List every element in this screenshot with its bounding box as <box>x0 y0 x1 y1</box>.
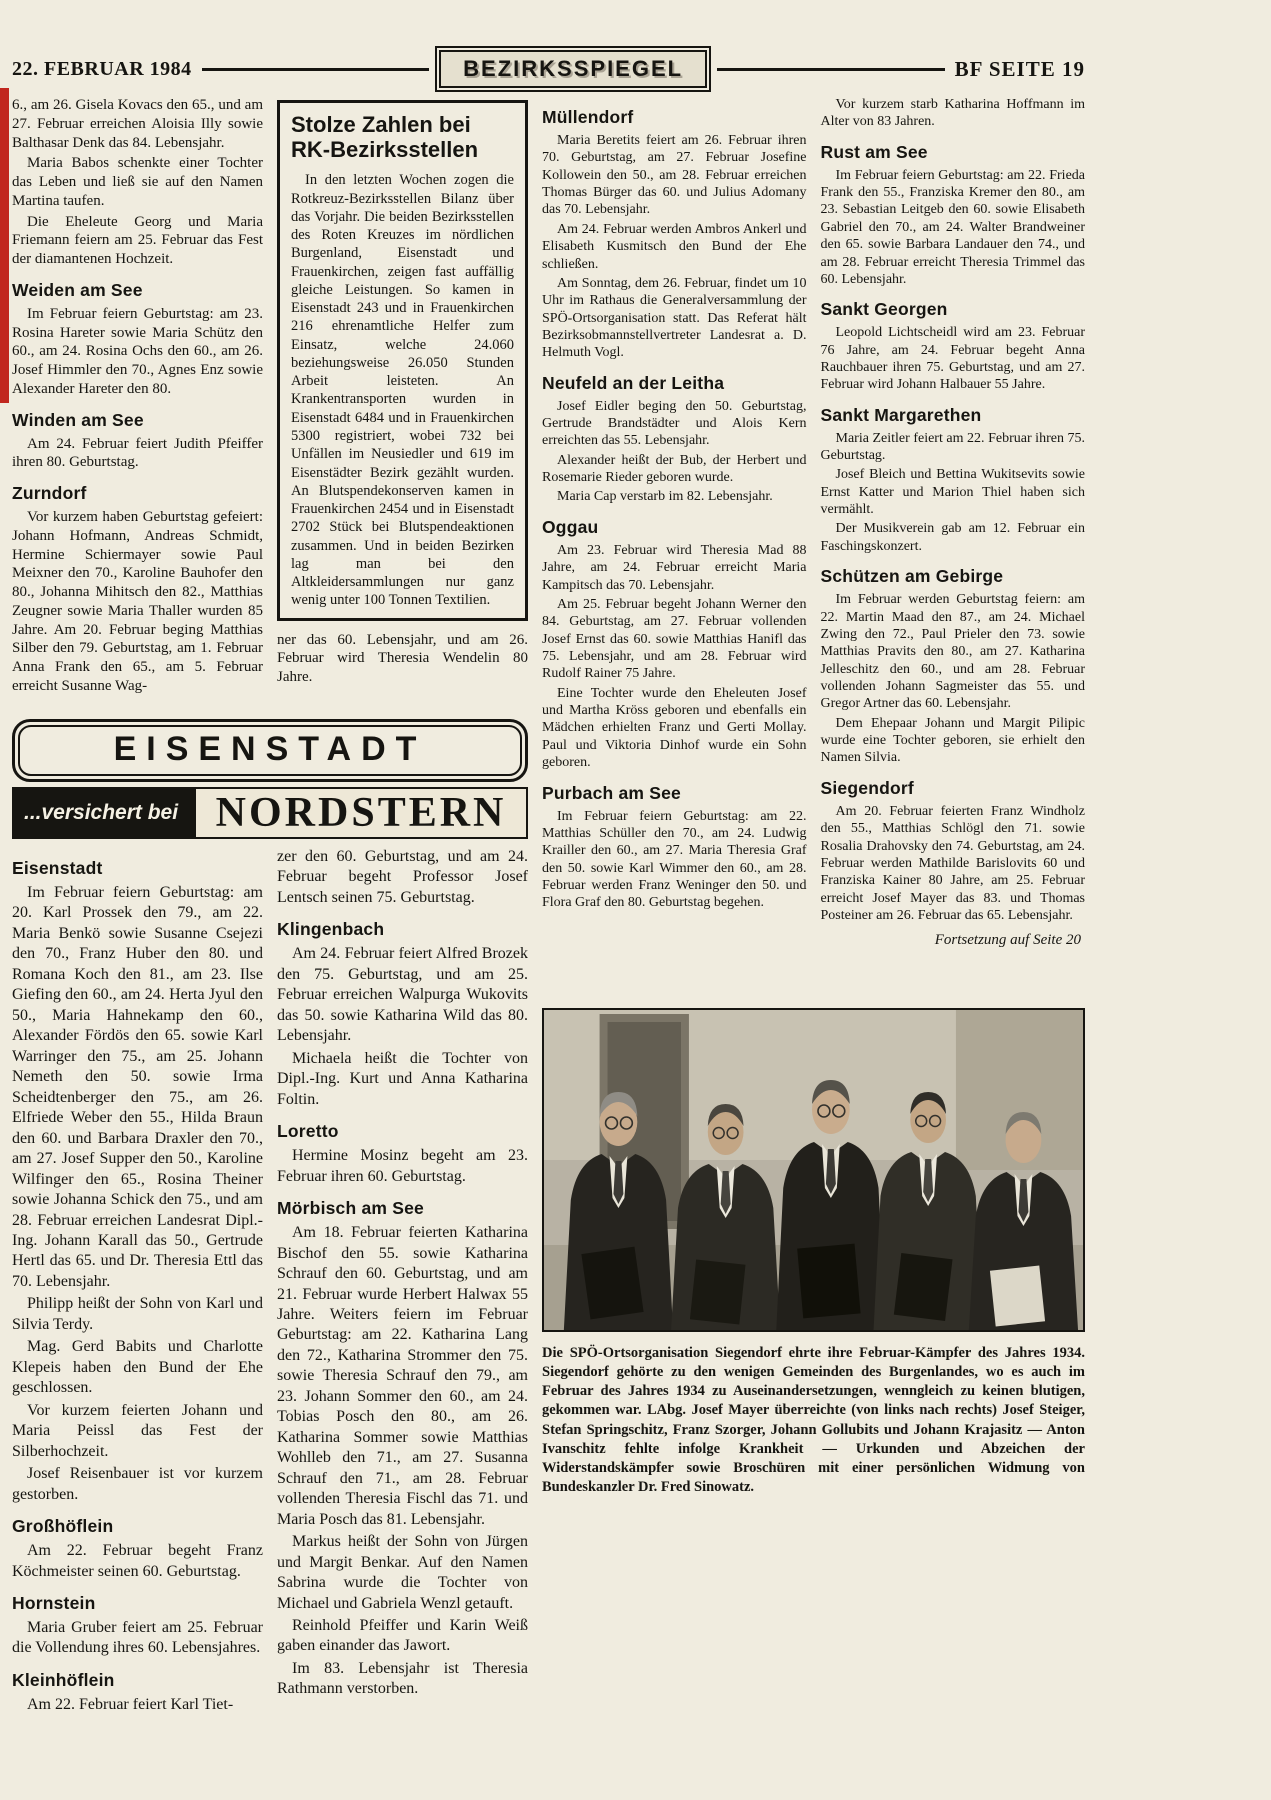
left-top-region <box>12 96 528 711</box>
paragraph: Im Februar feiern Geburtstag: am 20. Karl Prossek den 79., am 22. Maria Benkö sowie Susanne Csejezi den 70., Franz Huber den 80. und Romana Koch den 81., am 23. Ilse Giefing den 60., am 24. Herta Jyul den 50., Maria Hahnekamp den 60., Alexander Fördös den 65. sowie Karl Warringer den 75., am 25. Johann Nemeth den 50. sowie Irma Scheidtenberger den 75., am 26. Elfriede Weber den 55., Hilda Braun den 60. und Barbara Draxler den 70., am 27. Josef Supper den 50., Karoline Wilfinger den 65., Rosina Theiner sowie Johanna Schick den 75., und am 28. Februar erreichen Landesrat Dipl.-Ing. Johann Karall das 50., Gertrude Hertl das 65. und Dr. Theresia Ettl das 70. Lebensjahr. <box>12 884 263 1290</box>
section-heading: Hornstein <box>12 1593 96 1613</box>
section-weiden-am-see <box>12 280 263 399</box>
section-heading: Zurndorf <box>12 483 87 503</box>
nordstern-strip <box>12 787 528 839</box>
section-sankt-georgen <box>821 299 1086 393</box>
section-heading: Neufeld an der Leitha <box>542 372 725 393</box>
paragraph: Am 20. Februar feierten Franz Windholz den 55., Matthias Schlögl den 71. sowie Rosalia Drahovsky den 74. Geburtstag, am 24. Februar werden Mathilde Barislovits 60 und Franziska Kainer 80 Jahre, am 25. Februar erreicht Josef Mayer das 83. und Thomas Posteiner am 26. Februar das 65. Lebensjahr. <box>820 803 1085 923</box>
section-heading: Klingenbach <box>277 919 385 940</box>
section-muellendorf <box>542 107 807 362</box>
section-eisenstadt <box>12 858 263 1505</box>
column-1-bottom <box>12 847 263 1800</box>
section-heading: Purbach am See <box>542 782 681 803</box>
group-photo <box>544 1010 1083 1330</box>
paragraph: Am 24. Februar feiert Judith Pfeiffer ihren 80. Geburtstag. <box>12 435 263 471</box>
paragraph: Maria Babos schenkte einer Tochter das Leben und ließ sie auf den Namen Martina taufen. <box>12 155 263 209</box>
paragraph: Am 23. Februar wird Theresia Mad 88 Jahre, am 24. Februar erreicht Maria Kampitsch das 70. Lebensjahr. <box>542 542 807 593</box>
paragraph: Alexander heißt der Bub, der Herbert und Rosemarie Rieder geboren wurde. <box>542 452 807 486</box>
section-kleinhoeflein <box>12 1670 263 1715</box>
section-siegendorf <box>821 778 1086 925</box>
photo-caption: Die SPÖ-Ortsorganisation Siegendorf ehrte ihre Februar-Kämpfer des Jahres 1934. Siegendorf gehörte zu den wenigen Gemeinden des Burgenlandes, wo es auch im Februar des Jahres 1934 zu Auseinandersetzungen, wenngleich zu keinen blutigen, gekommen war. LAbg. Josef Mayer überreichte (von links nach rechts) Josef Steiger, Stefan Springschitz, Franz Szorger, Johann Gollubits und Johann Krajasitz — Anton Ivanschitz fehlte infolge Krankheit — Urkunden und Abzeichen der Widerstandskämpfer sowie Broschüren mit einer persönlichen Widmung von Bundeskanzler Dr. Fred Sinowatz. <box>542 1345 1085 1495</box>
header-rule-right <box>717 68 944 71</box>
page-content <box>12 96 1085 1800</box>
paragraph: Markus heißt der Sohn von Jürgen und Margit Benkar. Auf den Namen Sabrina wurde die Tochter von Michael und Gabriela Wenzl getauft. <box>277 1533 528 1612</box>
section-rust-am-see <box>821 142 1086 289</box>
paragraph: Philipp heißt der Sohn von Karl und Silvia Terdy. <box>12 1295 263 1333</box>
section-heading: Oggau <box>542 516 599 537</box>
photo-block <box>542 1008 1085 1497</box>
paragraph: Im Februar feiern Geburtstag: am 22. Frieda Frank den 55., Franziska Kremer den 80., am 23. Sebastian Leitgeb den 60. sowie Elisabeth Gabriel den 70., am 24. Walter Brandweiner den 65. sowie Barbara Landauer den 74., und am 28. Februar erreicht Theresia Trimmel das 60. Lebensjahr. <box>820 167 1085 287</box>
paragraph: Im Februar werden Geburtstag feiern: am 22. Martin Maad den 87., am 24. Michael Zwing den 72., Paul Prieler den 73. sowie Matthias Pravits den 80., am 27. Katharina Jelleschitz den 60., und am 28. Februar vollenden Johann Sagmeister das 55. und Gregor Artner das 60. Lebensjahr. <box>820 592 1085 712</box>
paragraph: Hermine Mosinz begeht am 23. Februar ihren 60. Geburtstag. <box>277 1147 528 1185</box>
ad-tagline: ...versichert bei <box>14 789 196 837</box>
eisenstadt-banner-text: EISENSTADT <box>18 725 522 776</box>
paragraph: ner das 60. Lebensjahr, und am 26. Februar wird Theresia Wendelin 80 Jahre. <box>277 631 528 686</box>
section-grosshoeflein <box>12 1516 263 1582</box>
section-heading: Sankt Margarethen <box>820 404 982 425</box>
paragraph: 6., am 26. Gisela Kovacs den 65., und am 27. Februar erreichen Aloisia Illy sowie Balthasar Denk das 84. Lebensjahr. <box>12 97 263 151</box>
column-1-top <box>12 96 263 711</box>
section-zurndorf <box>12 483 263 696</box>
page-header <box>12 50 1085 88</box>
paragraph: Am 24. Februar feiert Alfred Brozek den 75. Geburtstag, und am 25. Februar erreichen Walpurga Wukovits das 50. sowie Katharina Wild das 80. Lebensjahr. <box>277 945 528 1045</box>
column-3 <box>542 96 807 1001</box>
paragraph: Maria Zeitler feiert am 22. Februar ihren 75. Geburtstag. <box>820 430 1085 464</box>
paragraph: Leopold Lichtscheidl wird am 23. Februar 76 Jahre, am 24. Februar begeht Anna Rauchbauer ihren 75. Geburtstag, und am 27. Februar wird Johann Halbauer 55 Jahre. <box>820 325 1085 393</box>
paragraph: Am 25. Februar begeht Johann Werner den 84. Geburtstag, am 27. Februar vollenden Josef Ernst das 60. sowie Matthias Hanifl das 75. Lebensjahr, und am 28. Februar wird Rudolf Rainer 75 Jahre. <box>542 596 807 682</box>
box-title <box>291 113 514 162</box>
eisenstadt-banner <box>12 719 528 782</box>
ad-brand: NORDSTERN <box>215 790 507 836</box>
section-heading: Großhöflein <box>12 1516 114 1537</box>
right-half <box>542 96 1085 1800</box>
masthead: BEZIRKSSPIEGEL <box>439 50 707 88</box>
section-heading: Müllendorf <box>542 107 634 127</box>
paragraph: Vor kurzem starb Katharina Hoffmann im Alter von 83 Jahren. <box>820 97 1085 130</box>
paragraph: Josef Eidler beging den 50. Geburtstag, Gertrude Brandstädter und Alois Kern erreichten das 55. Lebensjahr. <box>542 398 807 449</box>
right-columns-region <box>542 96 1085 1001</box>
left-half <box>12 96 528 1800</box>
section-heading: Loretto <box>277 1121 339 1142</box>
photo-frame <box>542 1008 1085 1332</box>
column-2-bottom <box>277 847 528 1800</box>
paragraph: Mag. Gerd Babits und Charlotte Klepeis haben den Bund der Ehe geschlossen. <box>12 1338 263 1397</box>
header-rule-left <box>202 68 429 71</box>
box-title-line-1: Stolze Zahlen bei <box>291 112 471 137</box>
paragraph: Vor kurzem feierten Johann und Maria Peissl das Fest der Silberhochzeit. <box>12 1401 263 1460</box>
paragraph: Am 24. Februar werden Ambros Ankerl und Elisabeth Kusmitsch den Bund der Ehe schließen. <box>542 221 807 272</box>
paragraph: Die Eheleute Georg und Maria Friemann feiern am 25. Februar das Fest der diamantenen Hochzeit. <box>12 213 263 267</box>
section-heading: Schützen am Gebirge <box>820 566 1004 587</box>
section-hornstein <box>12 1593 263 1659</box>
paragraph: Michaela heißt die Tochter von Dipl.-Ing. Kurt und Anna Katharina Foltin. <box>277 1049 528 1108</box>
column-4 <box>821 96 1086 1001</box>
box-body: In den letzten Wochen zogen die Rotkreuz-Bezirksstellen Bilanz über das Vorjahr. Die beiden Bezirksstellen des Roten Kreuzes im nördlichen Burgenland, Eisenstadt und Frauenkirchen, zeigen fast auffällig gleiche Leistungen. So kamen in Eisenstadt 243 und in Frauenkirchen 216 ehrenamtliche Helfer zum Einsatz, welche 24.060 beziehungsweise 26.050 Stunden Arbeit leisteten. An Krankentransporten wurden in Eisenstadt 6484 und in Frauenkirchen 5300 registriert, wobei 732 bei Unfällen im Neusiedler und 619 im Eisenstädter Bezirk gezählt wurden. An Blutspendekonserven kamen in Frauenkirchen 2454 und in Eisenstadt 2702 Stück bei Blutspendeaktionen zusammen. Und in beiden Bezirken lag man bei den Altkleidersammlungen nur ganz wenig unter 100 Tonnen Textilien. <box>291 172 514 609</box>
paragraph: Josef Bleich und Bettina Wukitsevits sowie Ernst Katter und Marion Thiel haben sich vermählt. <box>820 467 1085 518</box>
paragraph: Im 83. Lebensjahr ist Theresia Rathmann verstorben. <box>277 1659 528 1698</box>
paragraph: Maria Gruber feiert am 25. Februar die Vollendung ihres 60. Lebensjahres. <box>12 1619 263 1657</box>
section-heading: Weiden am See <box>12 279 143 300</box>
section-sankt-margarethen <box>821 405 1086 556</box>
paragraph: zer den 60. Geburtstag, und am 24. Februar begeht Professor Josef Lentsch seinen 75. Geburtstag. <box>277 848 528 906</box>
section-heading: Kleinhöflein <box>12 1669 115 1690</box>
paragraph: Am 22. Februar feiert Karl Tiet- <box>27 1695 234 1713</box>
paragraph: Vor kurzem haben Geburtstag gefeiert: Johann Hofmann, Andreas Schmidt, Hermine Schiermayer sowie Paul Meixner den 70., Karoline Bauhofer den 80., Johanna Mihitsch den 82., Matthias Zeugner sowie Maria Thaller wurden 85 Jahre. Am 20. Februar beging Matthias Silber den 79. Geburtstag, am 1. Februar Anna Frank den 65., am 5. Februar erreicht Susanne Wag- <box>12 509 263 694</box>
section-schuetzen-am-gebirge <box>821 566 1086 767</box>
left-bottom-region <box>12 847 528 1800</box>
section-purbach-am-see <box>542 783 807 912</box>
paragraph: Reinhold Pfeiffer und Karin Weiß gaben einander das Jawort. <box>277 1617 528 1655</box>
red-cross-report-box <box>277 100 528 621</box>
section-neufeld-an-der-leitha <box>542 373 807 506</box>
section-heading: Mörbisch am See <box>277 1198 424 1219</box>
nordstern-ad <box>12 719 528 839</box>
section-heading: Siegendorf <box>820 777 914 798</box>
paragraph: Der Musikverein gab am 12. Februar ein Faschingskonzert. <box>820 521 1085 554</box>
paragraph: Maria Beretits feiert am 26. Februar ihren 70. Geburtstag, am 27. Februar Josefine Kollowein den 50., am 28. Februar erreichen Thomas Bürger das 60. und Julius Adomany das 70. Lebensjahr. <box>542 133 807 218</box>
paragraph: Eine Tochter wurde den Eheleuten Josef und Martha Kröss geboren und ebenfalls ein Mädchen erhielten Franz und Gerti Mollay. Paul und Viktoria Dinhof wurde ein Sohn geboren. <box>542 685 807 771</box>
red-margin-mark <box>0 88 9 403</box>
continuation-note: Fortsetzung auf Seite 20 <box>934 932 1081 949</box>
box-title-line-2: RK-Bezirksstellen <box>291 136 479 162</box>
section-heading: Rust am See <box>820 141 928 162</box>
section-heading: Winden am See <box>12 409 144 430</box>
paragraph: Am 18. Februar feierten Katharina Bischof den 55. sowie Katharina Schrauf den 60. Geburtstag, und am 21. Februar wurde Herbert Halwax 55 Jahre. Weiters feiern im Februar Geburtstag: am 22. Katharina Lang den 72., Katharina Strommer den 75. sowie Theresia Schrauf den 79., am 23. Johann Sommer den 60., am 24. Tobias Posch den 80., am 26. Katharina Sommer sowie Matthias Wohlleb den 71., am 27. Susanna Schrauf den 71., am 28. Februar vollenden Theresia Fischl das 71. und Maria Posch das 81. Lebensjahr. <box>277 1224 528 1528</box>
column-2-top <box>277 96 528 711</box>
section-heading: Sankt Georgen <box>820 299 948 320</box>
paragraph: Maria Cap verstarb im 82. Lebensjahr. <box>557 489 773 505</box>
section-klingenbach <box>277 919 528 1110</box>
section-heading: Eisenstadt <box>12 858 103 878</box>
paragraph: Dem Ehepaar Johann und Margit Pilipic wurde eine Tochter geboren, sie erhielt den Namen Silvia. <box>820 715 1085 766</box>
section-oggau <box>542 517 807 772</box>
paragraph: Im Februar feiern Geburtstag: am 23. Rosina Hareter sowie Maria Schütz den 60., am 24. Rosina Ochs den 60., am 26. Josef Himmler den 70., Agnes Enz sowie Alexander Hareter den 80. <box>12 305 263 397</box>
paragraph: Am 22. Februar begeht Franz Köchmeister seinen 60. Geburtstag. <box>12 1542 263 1580</box>
page-date: 22. FEBRUAR 1984 <box>12 57 192 80</box>
section-winden-am-see <box>12 410 263 473</box>
paragraph: Am Sonntag, dem 26. Februar, findet um 10 Uhr im Rathaus die Generalversammlung der SPÖ-Ortsorganisation statt. Das Referat hält Bezirksobmannstellvertreter Landesrat a. D. Helmuth Vogl. <box>542 275 807 361</box>
page-number: BF SEITE 19 <box>954 56 1085 81</box>
paragraph: Im Februar feiern Geburtstag: am 22. Matthias Schüller den 70., am 24. Ludwig Krailler den 60., am 27. Maria Theresia Graf den 50. sowie Karl Wimmer den 60., am 28. Februar werden Franz Weninger den 50. und Flora Graf den 80. Geburtstag begehen. <box>542 808 807 911</box>
paragraph: Josef Reisenbauer ist vor kurzem gestorben. <box>12 1465 263 1503</box>
section-loretto <box>277 1121 528 1187</box>
section-moerbisch-am-see <box>277 1198 528 1700</box>
